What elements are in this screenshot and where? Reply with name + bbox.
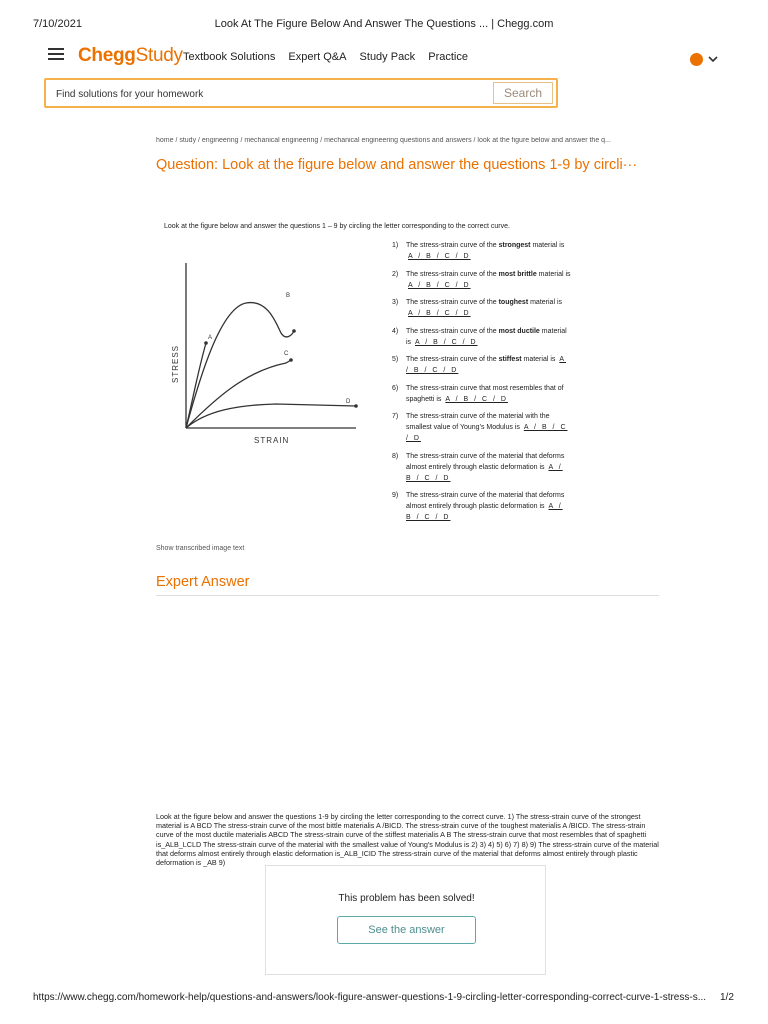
divider — [156, 595, 659, 596]
curve-a-end — [204, 341, 208, 345]
question-item: 9) The stress-strain curve of the material that deforms almost entirely through plastic deformation is A / B / C / D — [392, 492, 565, 521]
print-header — [0, 0, 768, 40]
nav-study-pack[interactable]: Study Pack — [359, 51, 416, 63]
question-item: 3) The stress-strain curve of the toughest material is A / B / C / D — [392, 299, 562, 317]
curve-label-b: B — [286, 293, 291, 299]
chevron-down-icon[interactable] — [708, 53, 718, 67]
print-url: https://www.chegg.com/homework-help/questions-and-answers/look-figure-answer-questions-1-9-circling-letter-corresponding-correct-curve-1-stress-s... — [33, 992, 707, 1003]
solved-title: This problem has been solved! — [338, 893, 475, 904]
hamburger-icon[interactable] — [48, 48, 64, 62]
question-title: Question: Look at the figure below and answer the questions 1-9 by circli··· — [156, 157, 638, 173]
logo-study: Study — [135, 45, 183, 66]
question-item: 2) The stress-strain curve of the most brittle material is A / B / C / D — [392, 270, 571, 289]
x-axis-label: STRAIN — [254, 436, 290, 445]
print-title: Look At The Figure Below And Answer The Questions ... | Chegg.com — [214, 18, 554, 30]
print-page-number: 1/2 — [720, 992, 734, 1003]
expert-answer-title: Expert Answer — [156, 574, 250, 590]
curve-label-a: A — [208, 335, 213, 341]
user-avatar[interactable] — [690, 53, 703, 66]
breadcrumb[interactable]: home / study / engineering / mechanical engineering / mechanical engineering questions and answers / look at the figure below and answer the q... — [156, 137, 611, 144]
curve-d — [186, 404, 356, 428]
curve-c-end — [289, 358, 293, 362]
user-menu[interactable] — [690, 53, 730, 67]
curve-label-d: D — [346, 399, 351, 405]
show-transcribed-link[interactable]: Show transcribed image text — [156, 545, 245, 552]
question-item: 8) The stress-strain curve of the material that deforms almost entirely through elastic deformation is A / B / C / D — [392, 452, 565, 482]
logo-chegg: Chegg — [78, 45, 136, 66]
question-item: 5) The stress-strain curve of the stiffest material is A / B / C / D — [392, 356, 567, 374]
question-item: 4) The stress-strain curve of the most ductile material is A / B / C / D — [392, 327, 567, 346]
chegg-study-logo[interactable] — [78, 45, 183, 67]
nav-links — [183, 51, 478, 63]
question-list — [392, 240, 572, 530]
nav-practice[interactable]: Practice — [428, 51, 468, 63]
search-bar — [44, 78, 558, 108]
question-item: 1) The stress-strain curve of the strongest material is A / B / C / D — [392, 242, 565, 260]
curve-d-end — [354, 404, 358, 408]
question-item: 7) The stress-strain curve of the material with the smallest value of Young’s Modulus is A / B / C / D — [392, 413, 568, 442]
search-input[interactable] — [56, 86, 476, 102]
solved-overlay — [265, 865, 546, 975]
question-figure — [156, 218, 571, 536]
curve-label-c: C — [284, 351, 289, 357]
stress-strain-graph — [166, 253, 366, 453]
nav-expert-qa[interactable]: Expert Q&A — [288, 51, 347, 63]
question-item: 6) The stress-strain curve that most resembles that of spaghetti is A / B / C / D — [392, 384, 564, 403]
y-axis-label: STRESS — [171, 344, 180, 383]
figure-instructions: Look at the figure below and answer the questions 1 – 9 by circling the letter corresponding to the correct curve. — [164, 223, 510, 230]
see-answer-button[interactable]: See the answer — [337, 916, 476, 944]
curve-b-end — [292, 329, 296, 333]
answer-text: Look at the figure below and answer the questions 1-9 by circling the letter corresponding to the correct curve. 1) The stress-strain curve of the strongest material is A BCD The stress-strain curve of the most bittle materialis A /BICD. The stress-strain curve of the toughest materialis A /BICD. The stress-strain curve of the most ductile materialis ABCD The stress-strain curve of the stiffest materialis A B The stress-strain curve that most resembles that of spaghetti is_ALB_LCLD The stress-strain curve of the material with the smallest value of Young's Modulus is 2) 3) 4) 5) 6) 7) 8) 9) The stress-strain curve of the material that deforms almost entirely through elastic deformation is_ALB_ICID The stress-strain curve of the material that deforms almost entirely through plastic deformation is _AB 9) — [156, 812, 659, 868]
top-nav — [0, 44, 768, 74]
print-date: 7/10/2021 — [33, 18, 82, 30]
nav-textbook-solutions[interactable]: Textbook Solutions — [183, 51, 276, 63]
search-button[interactable]: Search — [493, 82, 553, 104]
